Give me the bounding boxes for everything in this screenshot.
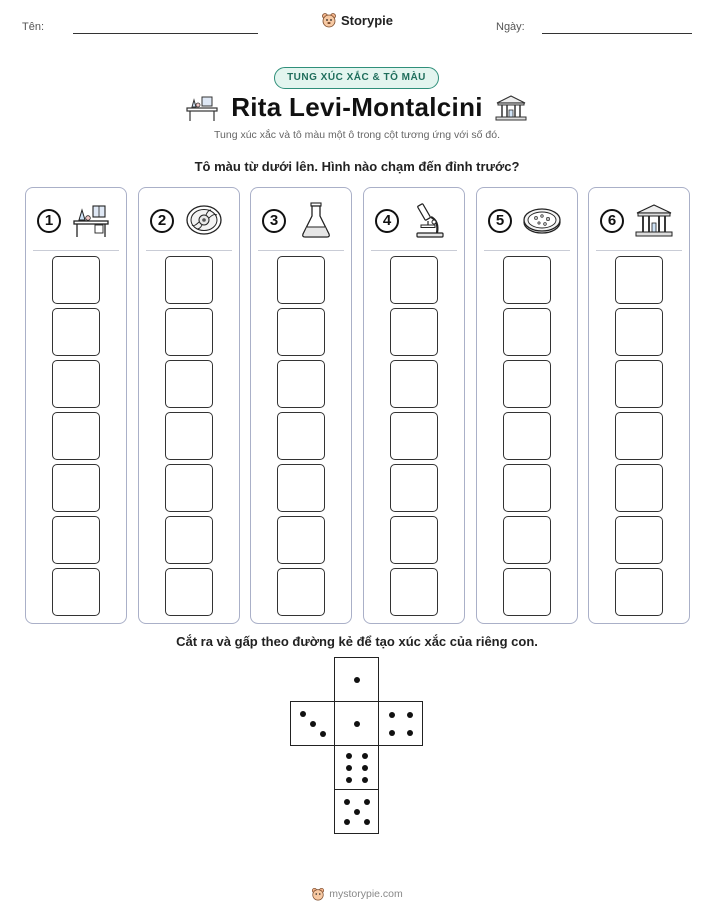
- dice-pip: [364, 819, 370, 825]
- column-divider: [371, 250, 457, 251]
- dice-pip: [364, 799, 370, 805]
- dice-pip: [407, 730, 413, 736]
- flask-icon: [296, 201, 336, 239]
- bear-logo-icon: [311, 887, 325, 901]
- color-square[interactable]: [615, 308, 663, 356]
- color-square[interactable]: [52, 308, 100, 356]
- dice-face-6: [334, 745, 379, 790]
- name-label: Tên:: [22, 21, 45, 33]
- dice-pip: [354, 809, 360, 815]
- color-square[interactable]: [277, 568, 325, 616]
- color-square[interactable]: [52, 360, 100, 408]
- column-number: 4: [375, 209, 399, 233]
- dice-face-4: [378, 701, 423, 746]
- footer: [0, 887, 714, 904]
- color-square[interactable]: [615, 412, 663, 460]
- column-1: [25, 187, 127, 624]
- dice-pip: [346, 765, 352, 771]
- color-square[interactable]: [503, 256, 551, 304]
- color-square[interactable]: [390, 568, 438, 616]
- dice-pip: [300, 711, 306, 717]
- dice-pip: [389, 712, 395, 718]
- color-square[interactable]: [277, 516, 325, 564]
- color-square[interactable]: [503, 360, 551, 408]
- university-icon: [494, 94, 528, 122]
- color-square[interactable]: [390, 360, 438, 408]
- dice-pip: [389, 730, 395, 736]
- color-square[interactable]: [277, 360, 325, 408]
- column-divider: [146, 250, 232, 251]
- color-square[interactable]: [503, 412, 551, 460]
- dice-face-1: [334, 657, 379, 702]
- color-square[interactable]: [615, 464, 663, 512]
- color-square[interactable]: [52, 568, 100, 616]
- footer-url: mystorypie.com: [329, 888, 403, 900]
- color-square[interactable]: [165, 308, 213, 356]
- color-square[interactable]: [615, 256, 663, 304]
- dice-pip: [362, 753, 368, 759]
- color-square[interactable]: [277, 256, 325, 304]
- dice-pip: [354, 721, 360, 727]
- color-square[interactable]: [503, 464, 551, 512]
- page-title: Rita Levi-Montalcini: [231, 92, 483, 122]
- color-square[interactable]: [390, 308, 438, 356]
- bear-logo-icon: [321, 12, 337, 28]
- color-square[interactable]: [52, 256, 100, 304]
- dice-pip: [407, 712, 413, 718]
- color-square[interactable]: [615, 568, 663, 616]
- dice-pip: [362, 765, 368, 771]
- column-3: [250, 187, 352, 624]
- dice-face-5: [334, 789, 379, 834]
- dice-pip: [344, 819, 350, 825]
- color-square[interactable]: [390, 516, 438, 564]
- dice-pip: [310, 721, 316, 727]
- color-square[interactable]: [52, 412, 100, 460]
- color-square[interactable]: [277, 308, 325, 356]
- subtitle: Tung xúc xắc và tô màu một ô trong cột tương ứng với số đó.: [214, 129, 500, 141]
- lab-desk-icon: [71, 201, 111, 239]
- dice-pip: [320, 731, 326, 737]
- dice-face-1: [334, 701, 379, 746]
- column-number: 2: [150, 209, 174, 233]
- cut-instruction: Cắt ra và gấp theo đường kẻ để tạo xúc xắc của riêng con.: [176, 634, 538, 649]
- dice-pip: [346, 777, 352, 783]
- color-square[interactable]: [503, 308, 551, 356]
- color-square[interactable]: [165, 360, 213, 408]
- university-icon: [634, 201, 674, 239]
- color-square[interactable]: [390, 464, 438, 512]
- column-4: [363, 187, 465, 624]
- date-label: Ngày:: [496, 21, 525, 33]
- column-5: [476, 187, 578, 624]
- dice-pip: [346, 753, 352, 759]
- dice-pip: [362, 777, 368, 783]
- color-square[interactable]: [615, 516, 663, 564]
- column-6: [588, 187, 690, 624]
- activity-badge: TUNG XÚC XẮC & TÔ MÀU: [274, 67, 439, 89]
- microscope-icon: [409, 201, 449, 239]
- color-square[interactable]: [503, 568, 551, 616]
- date-line[interactable]: [542, 33, 692, 34]
- color-square[interactable]: [390, 256, 438, 304]
- game-instruction: Tô màu từ dưới lên. Hình nào chạm đến đỉnh trước?: [194, 159, 520, 174]
- brand-name: Storypie: [340, 12, 393, 28]
- dice-face-3: [290, 701, 335, 746]
- color-square[interactable]: [52, 516, 100, 564]
- column-number: 6: [600, 209, 624, 233]
- name-line[interactable]: [73, 33, 258, 34]
- color-square[interactable]: [165, 516, 213, 564]
- color-square[interactable]: [165, 464, 213, 512]
- brand-header: [0, 12, 714, 31]
- color-square[interactable]: [503, 516, 551, 564]
- column-divider: [258, 250, 344, 251]
- column-divider: [484, 250, 570, 251]
- color-square[interactable]: [165, 256, 213, 304]
- color-square[interactable]: [165, 412, 213, 460]
- column-number: 1: [37, 209, 61, 233]
- cell-dish-icon: [184, 201, 224, 239]
- color-square[interactable]: [277, 464, 325, 512]
- color-square[interactable]: [277, 412, 325, 460]
- color-square[interactable]: [390, 412, 438, 460]
- column-divider: [596, 250, 682, 251]
- color-square[interactable]: [165, 568, 213, 616]
- column-number: 3: [262, 209, 286, 233]
- column-number: 5: [488, 209, 512, 233]
- color-square[interactable]: [52, 464, 100, 512]
- dice-pip: [354, 677, 360, 683]
- color-square[interactable]: [615, 360, 663, 408]
- petri-dish-icon: [522, 201, 562, 239]
- column-2: [138, 187, 240, 624]
- column-divider: [33, 250, 119, 251]
- dice-pip: [344, 799, 350, 805]
